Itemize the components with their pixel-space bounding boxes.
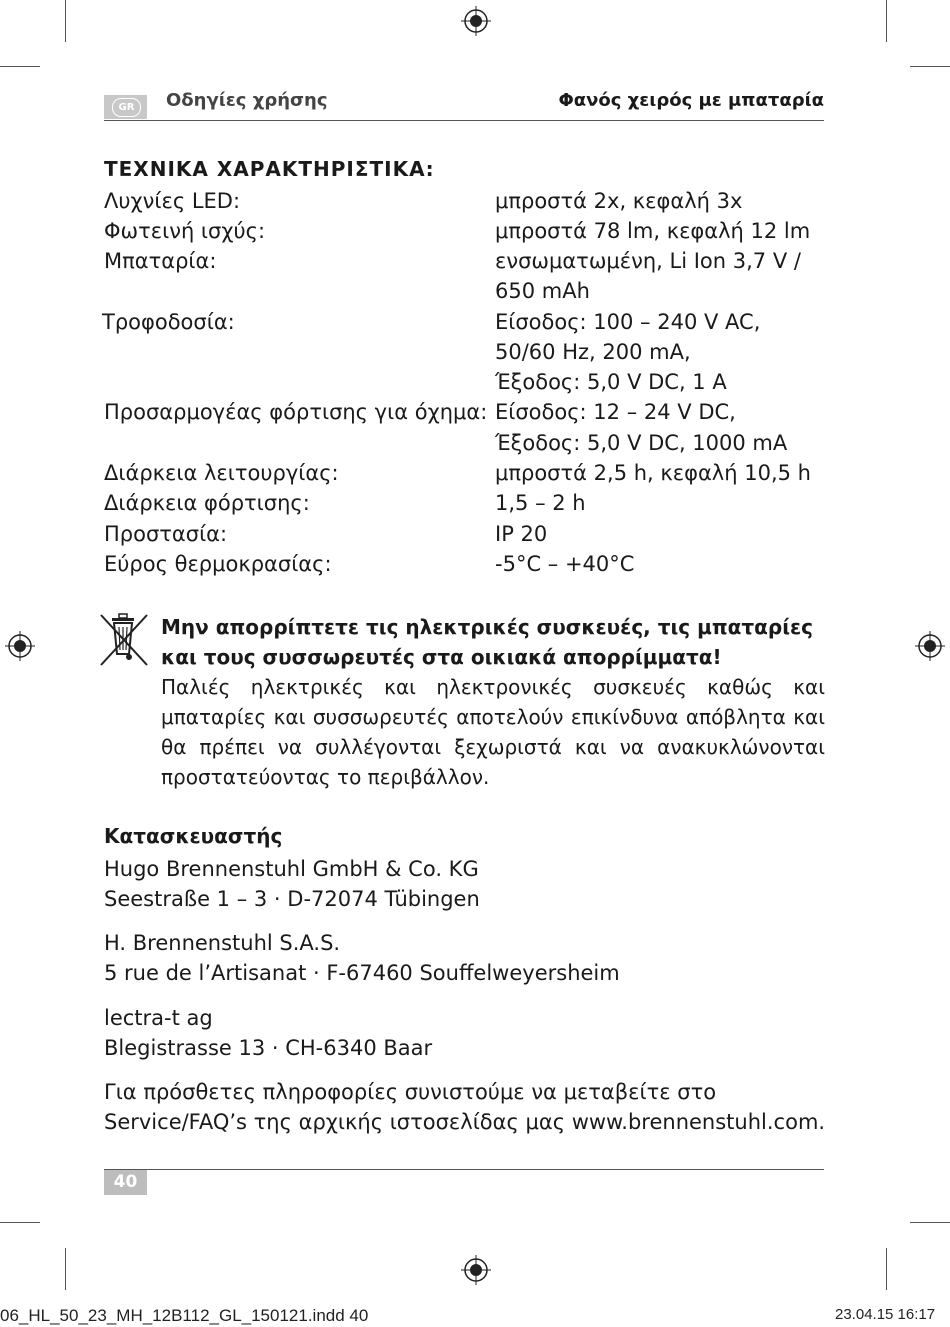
crop-mark	[0, 1222, 40, 1223]
language-badge	[104, 95, 147, 119]
spec-label: Εύρος θερμοκρασίας:	[104, 552, 332, 576]
manufacturer-line: 5 rue de l’Artisanat · F-67460 Souffelweyersheim	[104, 961, 620, 985]
footer-rule	[104, 1169, 824, 1170]
print-slug-filename: 06_HL_50_23_MH_12B112_GL_150121.indd 40	[0, 1306, 369, 1325]
crop-mark	[910, 66, 950, 67]
header-left-title: Οδηγίες χρήσης	[166, 90, 328, 111]
manufacturer-line: lectra-t ag	[104, 1006, 213, 1030]
crop-mark	[0, 66, 40, 67]
info-line: Service/FAQ’s της αρχικής ιστοσελίδας μας www.brennenstuhl.com.	[104, 1110, 826, 1134]
disposal-warning-body: Παλιές ηλεκτρικές και ηλεκτρονικές συσκευές καθώς και μπαταρίες και συσσωρευτές αποτελούν επικίνδυνα απόβλητα και θα πρέπει να συλλέγονται ξεχωριστά και να ανακυκλώνονται προστατεύοντας το περιβάλλον.	[161, 675, 825, 789]
language-badge-label: GR	[112, 98, 141, 117]
crop-mark	[65, 1248, 66, 1290]
spec-value: 1,5 – 2 h	[495, 491, 586, 515]
spec-label: Προστασία:	[104, 522, 228, 546]
spec-value: μπροστά 2x, κεφαλή 3x	[495, 189, 743, 213]
spec-value: Έξοδος: 5,0 V DC, 1000 mA	[495, 431, 788, 455]
manufacturer-line: Hugo Brennenstuhl GmbH & Co. KG	[104, 857, 479, 881]
spec-value: Είσοδος: 100 – 240 V AC,	[495, 310, 761, 334]
crossed-out-bin-icon	[98, 612, 150, 668]
registration-mark-icon	[915, 631, 945, 661]
registration-mark-icon	[5, 631, 35, 661]
spec-value: ενσωματωμένη, Li Ion 3,7 V /	[495, 249, 801, 273]
spec-label: Διάρκεια λειτουργίας:	[104, 461, 339, 485]
header-rule	[104, 120, 824, 121]
crop-mark	[886, 1248, 887, 1290]
spec-label: Λυχνίες LED:	[104, 189, 241, 213]
spec-value: -5°C – +40°C	[495, 552, 635, 576]
spec-value: IP 20	[495, 522, 548, 546]
spec-label: Προσαρμογέας φόρτισης για όχημα:	[104, 400, 488, 424]
print-slug-timestamp: 23.04.15 16:17	[835, 1306, 936, 1323]
spec-value: Είσοδος: 12 – 24 V DC,	[495, 400, 736, 424]
crop-mark	[910, 1222, 950, 1223]
spec-value: Έξοδος: 5,0 V DC, 1 A	[495, 370, 727, 394]
spec-label: Μπαταρία:	[104, 249, 217, 273]
spec-value: 50/60 Hz, 200 mA,	[495, 340, 691, 364]
disposal-warning-title: Μην απορρίπτετε τις ηλεκτρικές συσκευές, τις μπαταρίες και τους συσσωρευτές στα οικιακά απορρίμματα!	[161, 615, 813, 669]
spec-value: μπροστά 2,5 h, κεφαλή 10,5 h	[495, 461, 811, 485]
specs-heading: ΤΕΧΝΙΚΑ ΧΑΡΑΚΤΗΡΙΣΤΙΚΑ:	[104, 157, 435, 181]
manufacturer-line: Blegistrasse 13 · CH-6340 Baar	[104, 1036, 433, 1060]
spec-value: μπροστά 78 lm, κεφαλή 12 lm	[495, 219, 811, 243]
header-right-title: Φανός χειρός με μπαταρία	[558, 90, 824, 111]
info-line: Για πρόσθετες πληροφορίες συνιστούμε να μεταβείτε στο	[104, 1080, 717, 1104]
spec-value: 650 mAh	[495, 279, 590, 303]
page-number: 40	[104, 1170, 147, 1195]
manufacturer-line: H. Brennenstuhl S.A.S.	[104, 931, 341, 955]
registration-mark-icon	[461, 1255, 491, 1285]
crop-mark	[886, 0, 887, 42]
crop-mark	[65, 0, 66, 42]
manufacturer-title: Κατασκευαστής	[104, 824, 283, 848]
spec-label: Φωτεινή ισχύς:	[104, 219, 266, 243]
registration-mark-icon	[461, 6, 491, 36]
manufacturer-line: Seestraße 1 – 3 · D-72074 Tübingen	[104, 887, 480, 911]
spec-label: Διάρκεια φόρτισης:	[104, 491, 310, 515]
spec-label: Τροφοδοσία:	[102, 310, 235, 334]
